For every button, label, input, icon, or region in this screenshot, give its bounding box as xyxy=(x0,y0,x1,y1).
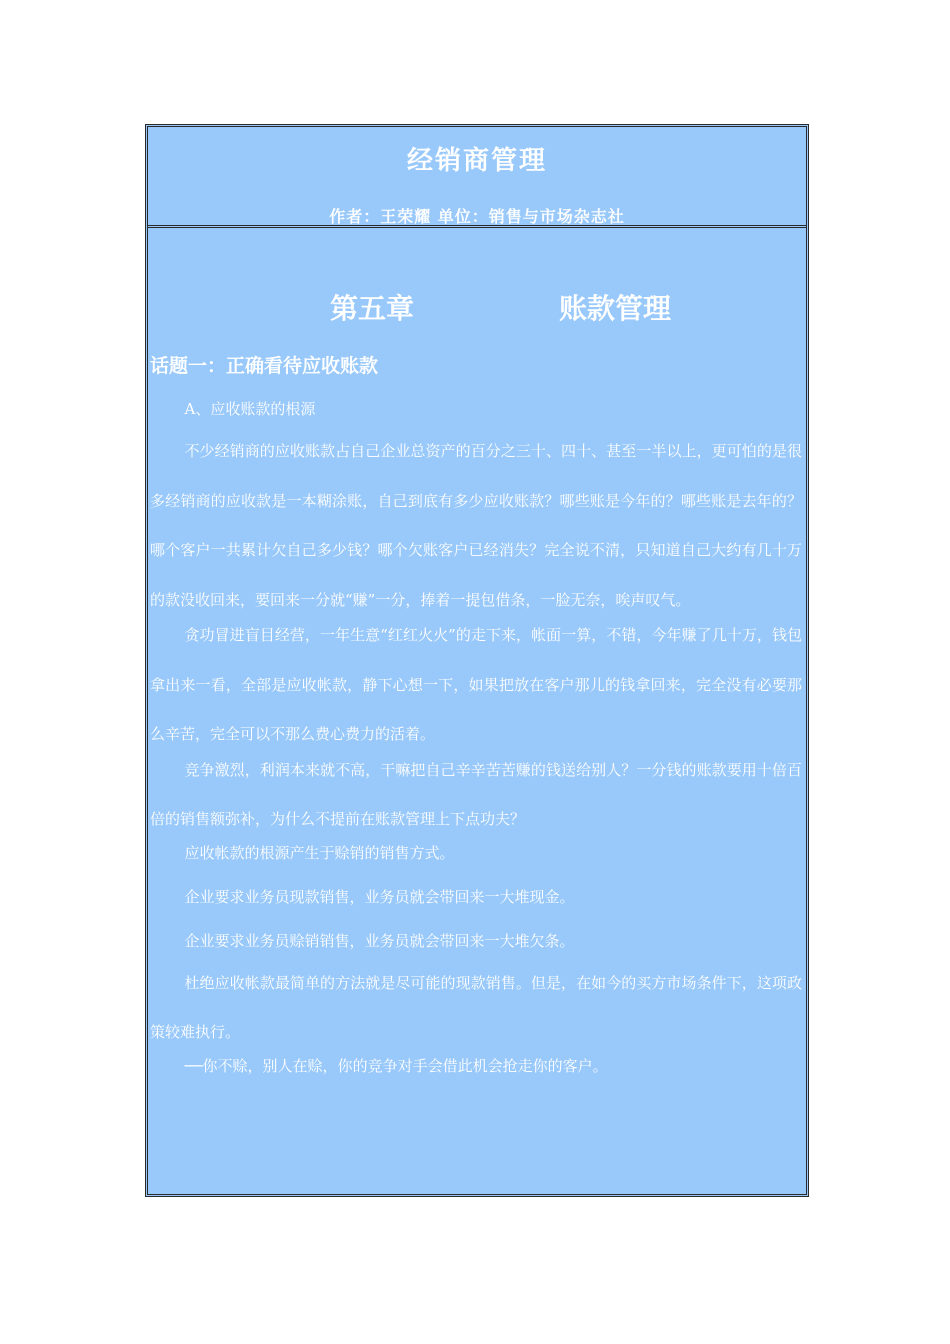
paragraph: 不少经销商的应收账款占自己企业总资产的百分之三十、四十、甚至一半以上，更可怕的是很多经销商的应收款是一本糊涂账，自己到底有多少应收账款？哪些账是今年的？哪些账是去年的？哪个客户一共累计欠自己多少钱？哪个欠账客户已经消失？完全说不清，只知道自己大约有几十万的款没收回来，要回来一分就“赚”一分，捧着一提包借条，一脸无奈，唉声叹气。 xyxy=(150,442,802,609)
document-title: 经销商管理 xyxy=(406,146,547,176)
paragraph: 杜绝应收帐款最简单的方法就是尽可能的现款销售。但是，在如今的买方市场条件下，这项政策较难执行。 xyxy=(150,973,802,1041)
paragraph: 应收帐款的根源产生于赊销的销售方式。 xyxy=(184,843,455,862)
document-frame xyxy=(145,124,809,1197)
chapter-title: 账款管理 xyxy=(559,292,672,325)
paragraph: 企业要求业务员赊销销售，业务员就会带回来一大堆欠条。 xyxy=(184,931,575,950)
paragraph: ──你不赊，别人在赊，你的竞争对手会借此机会抢走你的客户。 xyxy=(184,1056,608,1075)
body-text xyxy=(150,397,802,1098)
paragraph: 竞争激烈，利润本来就不高，干嘛把自己辛辛苦苦赚的钱送给别人？一分钱的账款要用十倍百倍的销售额弥补，为什么不提前在账款管理上下点功夫？ xyxy=(150,760,802,828)
subsection-heading: A、应收账款的根源 xyxy=(184,400,316,418)
document-byline: 作者：王荣耀 单位：销售与市场杂志社 xyxy=(329,207,625,226)
document-header xyxy=(148,127,806,228)
paragraph: 贪功冒进盲目经营，一年生意“红红火火”的走下来，帐面一算，不错，今年赚了几十万，钱包拿出来一看，全部是应收帐款，静下心想一下，如果把放在客户那儿的钱拿回来，完全没有必要那么辛苦，完全可以不那么费心费力的活着。 xyxy=(150,626,802,743)
chapter-number: 第五章 xyxy=(330,292,415,325)
paragraph: 企业要求业务员现款销售，业务员就会带回来一大堆现金。 xyxy=(184,887,575,906)
topic-heading: 话题一：正确看待应收账款 xyxy=(150,355,379,377)
